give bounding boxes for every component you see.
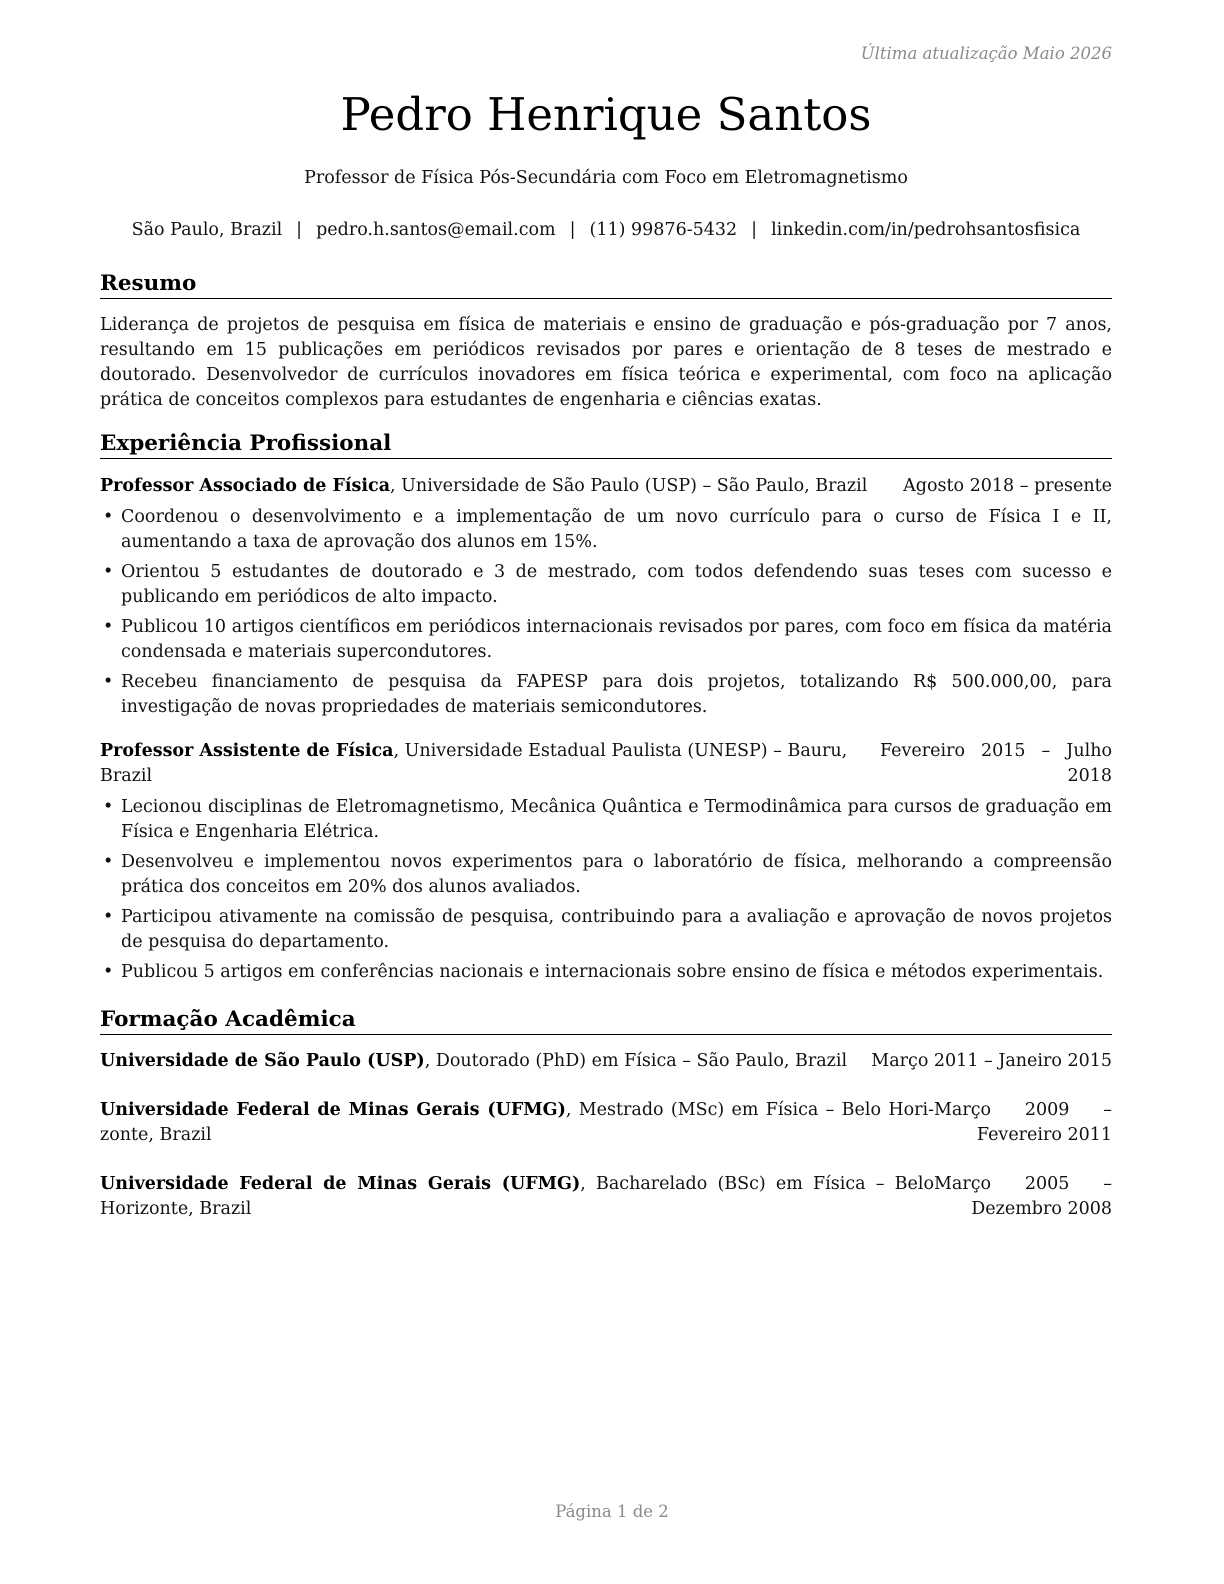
job-place: , Universidade de São Paulo (USP) – São Paulo, Brazil: [390, 476, 868, 496]
headline: Professor de Física Pós-Secundária com Foco em Eletromagnetismo: [304, 168, 908, 188]
list-item: • Coordenou o desenvolvimento e a implementação de um novo currículo para o curso de Física I e II, aumentando a taxa de aprovação dos alunos em 15%.: [103, 507, 1112, 552]
list-item: • Recebeu financiamento de pesquisa da FAPESP para dois projetos, totalizando R$ 500.000,00, para investigação de novas propriedades de materiais semicondutores.: [103, 672, 1112, 717]
education-dates: Março 2009 – Fevereiro 2011: [934, 1100, 1112, 1145]
list-item: • Publicou 5 artigos em conferências nacionais e internacionais sobre ensino de física e métodos experimentais.: [100, 960, 1112, 985]
education-item: [100, 1098, 1112, 1148]
education-section: [100, 1006, 1112, 1222]
experience-section: [100, 430, 1112, 990]
section-title-education: Formação Acadêmica: [100, 1006, 1112, 1035]
education-item: [100, 1049, 1112, 1074]
summary-section: [100, 270, 1112, 413]
education-dates: Março 2011 – Janeiro 2015: [871, 1051, 1112, 1071]
person-name: Pedro Henrique Santos: [340, 88, 872, 141]
education-detail: , Doutorado (PhD) em Física – São Paulo, Brazil: [424, 1051, 848, 1071]
job-bullets: [100, 505, 1112, 720]
education-institution: Universidade Federal de Minas Gerais (UFMG): [100, 1174, 581, 1194]
contact-linkedin[interactable]: linkedin.com/in/pedrohsantosfisica: [771, 220, 1081, 240]
job-place: , Universidade Estadual Paulista (UNESP) – Bauru, Brazil: [100, 741, 848, 786]
last-updated: Última atualização Maio 2026: [860, 44, 1112, 63]
education-institution: Universidade de São Paulo (USP): [100, 1051, 425, 1071]
list-item: • Orientou 5 estudantes de doutorado e 3 de mestrado, com todos defendendo suas teses com sucesso e publicando em periódicos de alto impacto.: [103, 562, 1112, 607]
education-detail: , Mestrado (MSc) em Física – Belo Hori-zonte, Brazil: [100, 1100, 934, 1145]
job-role: Professor Associado de Física: [100, 476, 391, 496]
job-bullets: [100, 795, 1112, 985]
contact-separator: |: [569, 220, 576, 240]
contact-phone: (11) 99876-5432: [589, 220, 738, 240]
contact-location: São Paulo, Brazil: [131, 220, 283, 240]
contact-separator: |: [296, 220, 303, 240]
education-detail: , Bacharelado (BSc) em Física – Belo Horizonte, Brazil: [100, 1174, 935, 1219]
bullet-icon: •: [103, 562, 114, 582]
page-number: Página 1 de 2: [555, 1502, 669, 1521]
bullet-icon: •: [103, 907, 114, 927]
list-item: • Lecionou disciplinas de Eletromagnetismo, Mecânica Quântica e Termodinâmica para cursos de graduação em Física e Engenharia Elétrica.: [103, 797, 1112, 842]
contact-line: [100, 220, 1112, 240]
contact-separator: |: [751, 220, 758, 240]
list-item: • Participou ativamente na comissão de pesquisa, contribuindo para a avaliação e aprovação de novos projetos de pesquisa do departamento.: [103, 907, 1112, 952]
education-dates: Março 2005 – Dezembro 2008: [934, 1174, 1112, 1219]
education-item: [100, 1172, 1112, 1222]
job-header: [100, 739, 1112, 789]
bullet-icon: •: [103, 852, 114, 872]
education-institution: Universidade Federal de Minas Gerais (UFMG): [100, 1100, 566, 1120]
bullet-icon: •: [103, 962, 114, 982]
summary-text: Liderança de projetos de pesquisa em física de materiais e ensino de graduação e pós-graduação por 7 anos, resultando em 15 publicações em periódicos revisados por pares e orientação de 8 teses de mestrado e doutorado. Desenvolvedor de currículos inovadores em física teórica e experimental, com foco na aplicação prática de conceitos complexos para estudantes de engenharia e ciências exatas.: [100, 315, 1112, 410]
bullet-icon: •: [103, 672, 114, 692]
bullet-icon: •: [103, 797, 114, 817]
bullet-icon: •: [103, 617, 114, 637]
bullet-icon: •: [103, 507, 114, 527]
job-dates: Agosto 2018 – presente: [903, 476, 1112, 496]
contact-email[interactable]: pedro.h.santos@email.com: [316, 220, 556, 240]
list-item: • Publicou 10 artigos científicos em periódicos internacionais revisados por pares, com foco em física da matéria condensada e materiais supercondutores.: [103, 617, 1112, 662]
job-dates: Fevereiro 2015 – Julho 2018: [880, 741, 1112, 786]
section-title-experience: Experiência Profissional: [100, 430, 1112, 459]
job-role: Professor Assistente de Física: [100, 741, 394, 761]
list-item: • Desenvolveu e implementou novos experimentos para o laboratório de física, melhorando a compreensão prática dos conceitos em 20% dos alunos avaliados.: [103, 852, 1112, 897]
job-header: [100, 474, 1112, 499]
section-title-summary: Resumo: [100, 270, 1112, 299]
